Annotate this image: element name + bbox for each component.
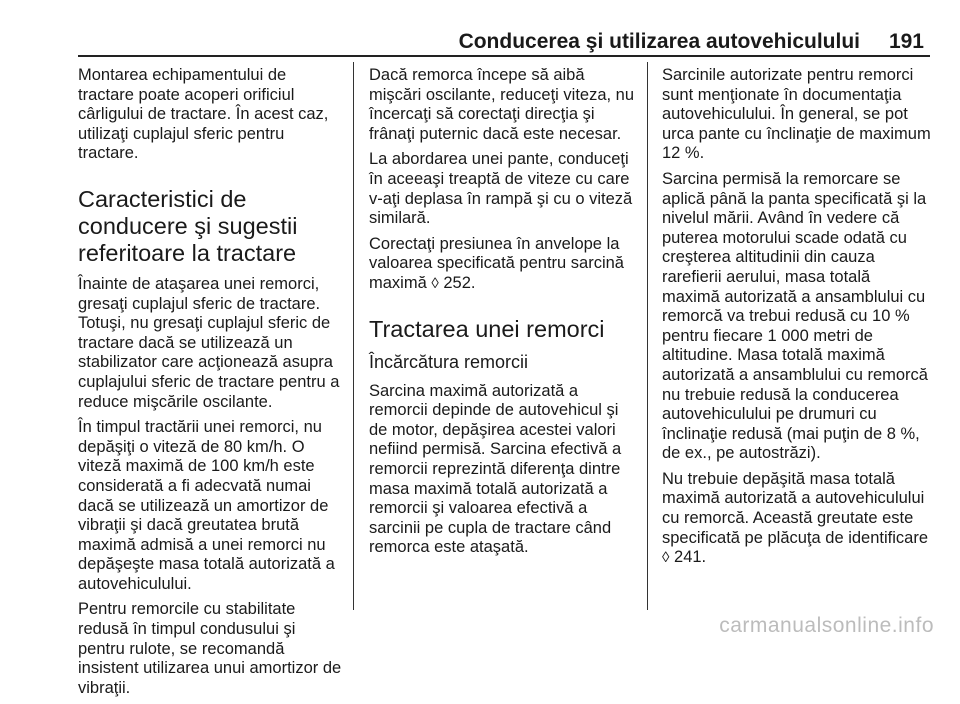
paragraph-tyre-pressure <box>369 235 635 294</box>
header-rule <box>78 55 930 57</box>
watermark: carmanualsonline.info <box>719 614 934 637</box>
header-title: Conducerea şi utilizarea autovehiculului <box>458 30 860 53</box>
page-reference-link[interactable]: 252. <box>443 273 476 292</box>
page-number: 191 <box>888 30 924 53</box>
column-left <box>78 66 344 704</box>
page-header <box>0 0 960 56</box>
page-reference-icon: ◊ <box>431 274 439 292</box>
subheading-trailer-load: Încărcătura remorcii <box>369 351 529 372</box>
paragraph-text: Corectaţi presiunea în anvelope la valoarea specificată pentru sarcină maximă <box>369 234 624 292</box>
paragraph: Sarcinile autorizate pentru remorci sunt menţionate în documentaţia autovehiculului. În general, se pot urca pante cu înclinaţie de maximum 12 %. <box>662 66 931 163</box>
paragraph: Dacă remorca începe să aibă mişcări oscilante, reduceţi viteza, nu încercaţi să corectaţi direcţia şi frânaţi puternic dacă este necesar. <box>369 66 635 143</box>
paragraph: Sarcina maximă autorizată a remorcii depinde de autovehicul şi de motor, depăşirea acestei valori nefiind permisă. Sarcina efectivă a remorcii reprezintă diferenţa dintre masa maximă totală autorizată a remorcii şi valoarea efectivă a sarcinii pe cupla de tractare când remorca este ataşată. <box>369 381 622 557</box>
paragraph: În timpul tractării unei remorci, nu depăşiţi o viteză de 80 km/h. O viteză maximă de 100 km/h este considerată a fi adecvată numai dacă se utilizează un amortizor de vibraţii şi dacă greutatea brută maximă admisă a unei remorci nu depăşeşte masa totală autorizată a autovehiculului. <box>78 418 335 593</box>
section-heading-driving-tips: Caracteristici de conducere şi sugestii referitoare la tractare <box>78 185 298 266</box>
paragraph: Înainte de ataşarea unei remorci, gresaţi cuplajul sferic de tractare. Totuşi, nu gresaţi cuplajul sferic de tractare dacă se utilizează un stabilizator care acţionează asupra cuplajului sferic de tractare pentru a reduce mişcările oscilante. <box>78 274 340 411</box>
section-heading-trailer-towing: Tractarea unei remorci <box>369 315 605 342</box>
paragraph-max-mass <box>662 470 932 568</box>
page-reference-icon: ◊ <box>662 549 670 567</box>
page-reference-link[interactable]: 241. <box>674 548 707 567</box>
column-right <box>662 66 932 574</box>
paragraph-text: Nu trebuie depăşită masa totală maximă autorizată a autovehiculului cu remorcă. Această greutate este specificată pe plăcuţa de identificare <box>662 469 928 547</box>
paragraph: Pentru remorcile cu stabilitate redusă în timpul condusului şi pentru rulote, se recomandă insistent utilizarea unui amortizor de vibraţii. <box>78 600 342 697</box>
paragraph: Montarea echipamentului de tractare poate acoperi orificiul cârligului de tractare. În acest caz, utilizaţi cuplajul sferic pentru tractare. <box>78 66 329 163</box>
paragraph: La abordarea unei pante, conduceţi în aceeaşi treaptă de viteze cu care v-aţi deplasa în rampă şi cu o viteză similară. <box>369 150 633 228</box>
column-divider-right <box>647 62 648 610</box>
paragraph: Sarcina permisă la remorcare se aplică până la panta specificată şi la nivelul mării. Având în vedere că puterea motorului scade odată cu creşterea altitudinii din cauza rarefierii aerului, masa totală maximă autorizată a ansamblului cu remorcă va trebui redusă cu 10 % pentru fiecare 1 000 metri de altitudine. Masa totală maximă autorizată a ansamblului cu remorcă nu trebuie redusă la conducerea autovehiculului pe drumuri cu înclinaţie redusă (mai puţin de 8 %, de ex., pe autostrăzi). <box>662 169 928 463</box>
column-middle <box>369 66 635 564</box>
column-divider-left <box>353 62 354 610</box>
